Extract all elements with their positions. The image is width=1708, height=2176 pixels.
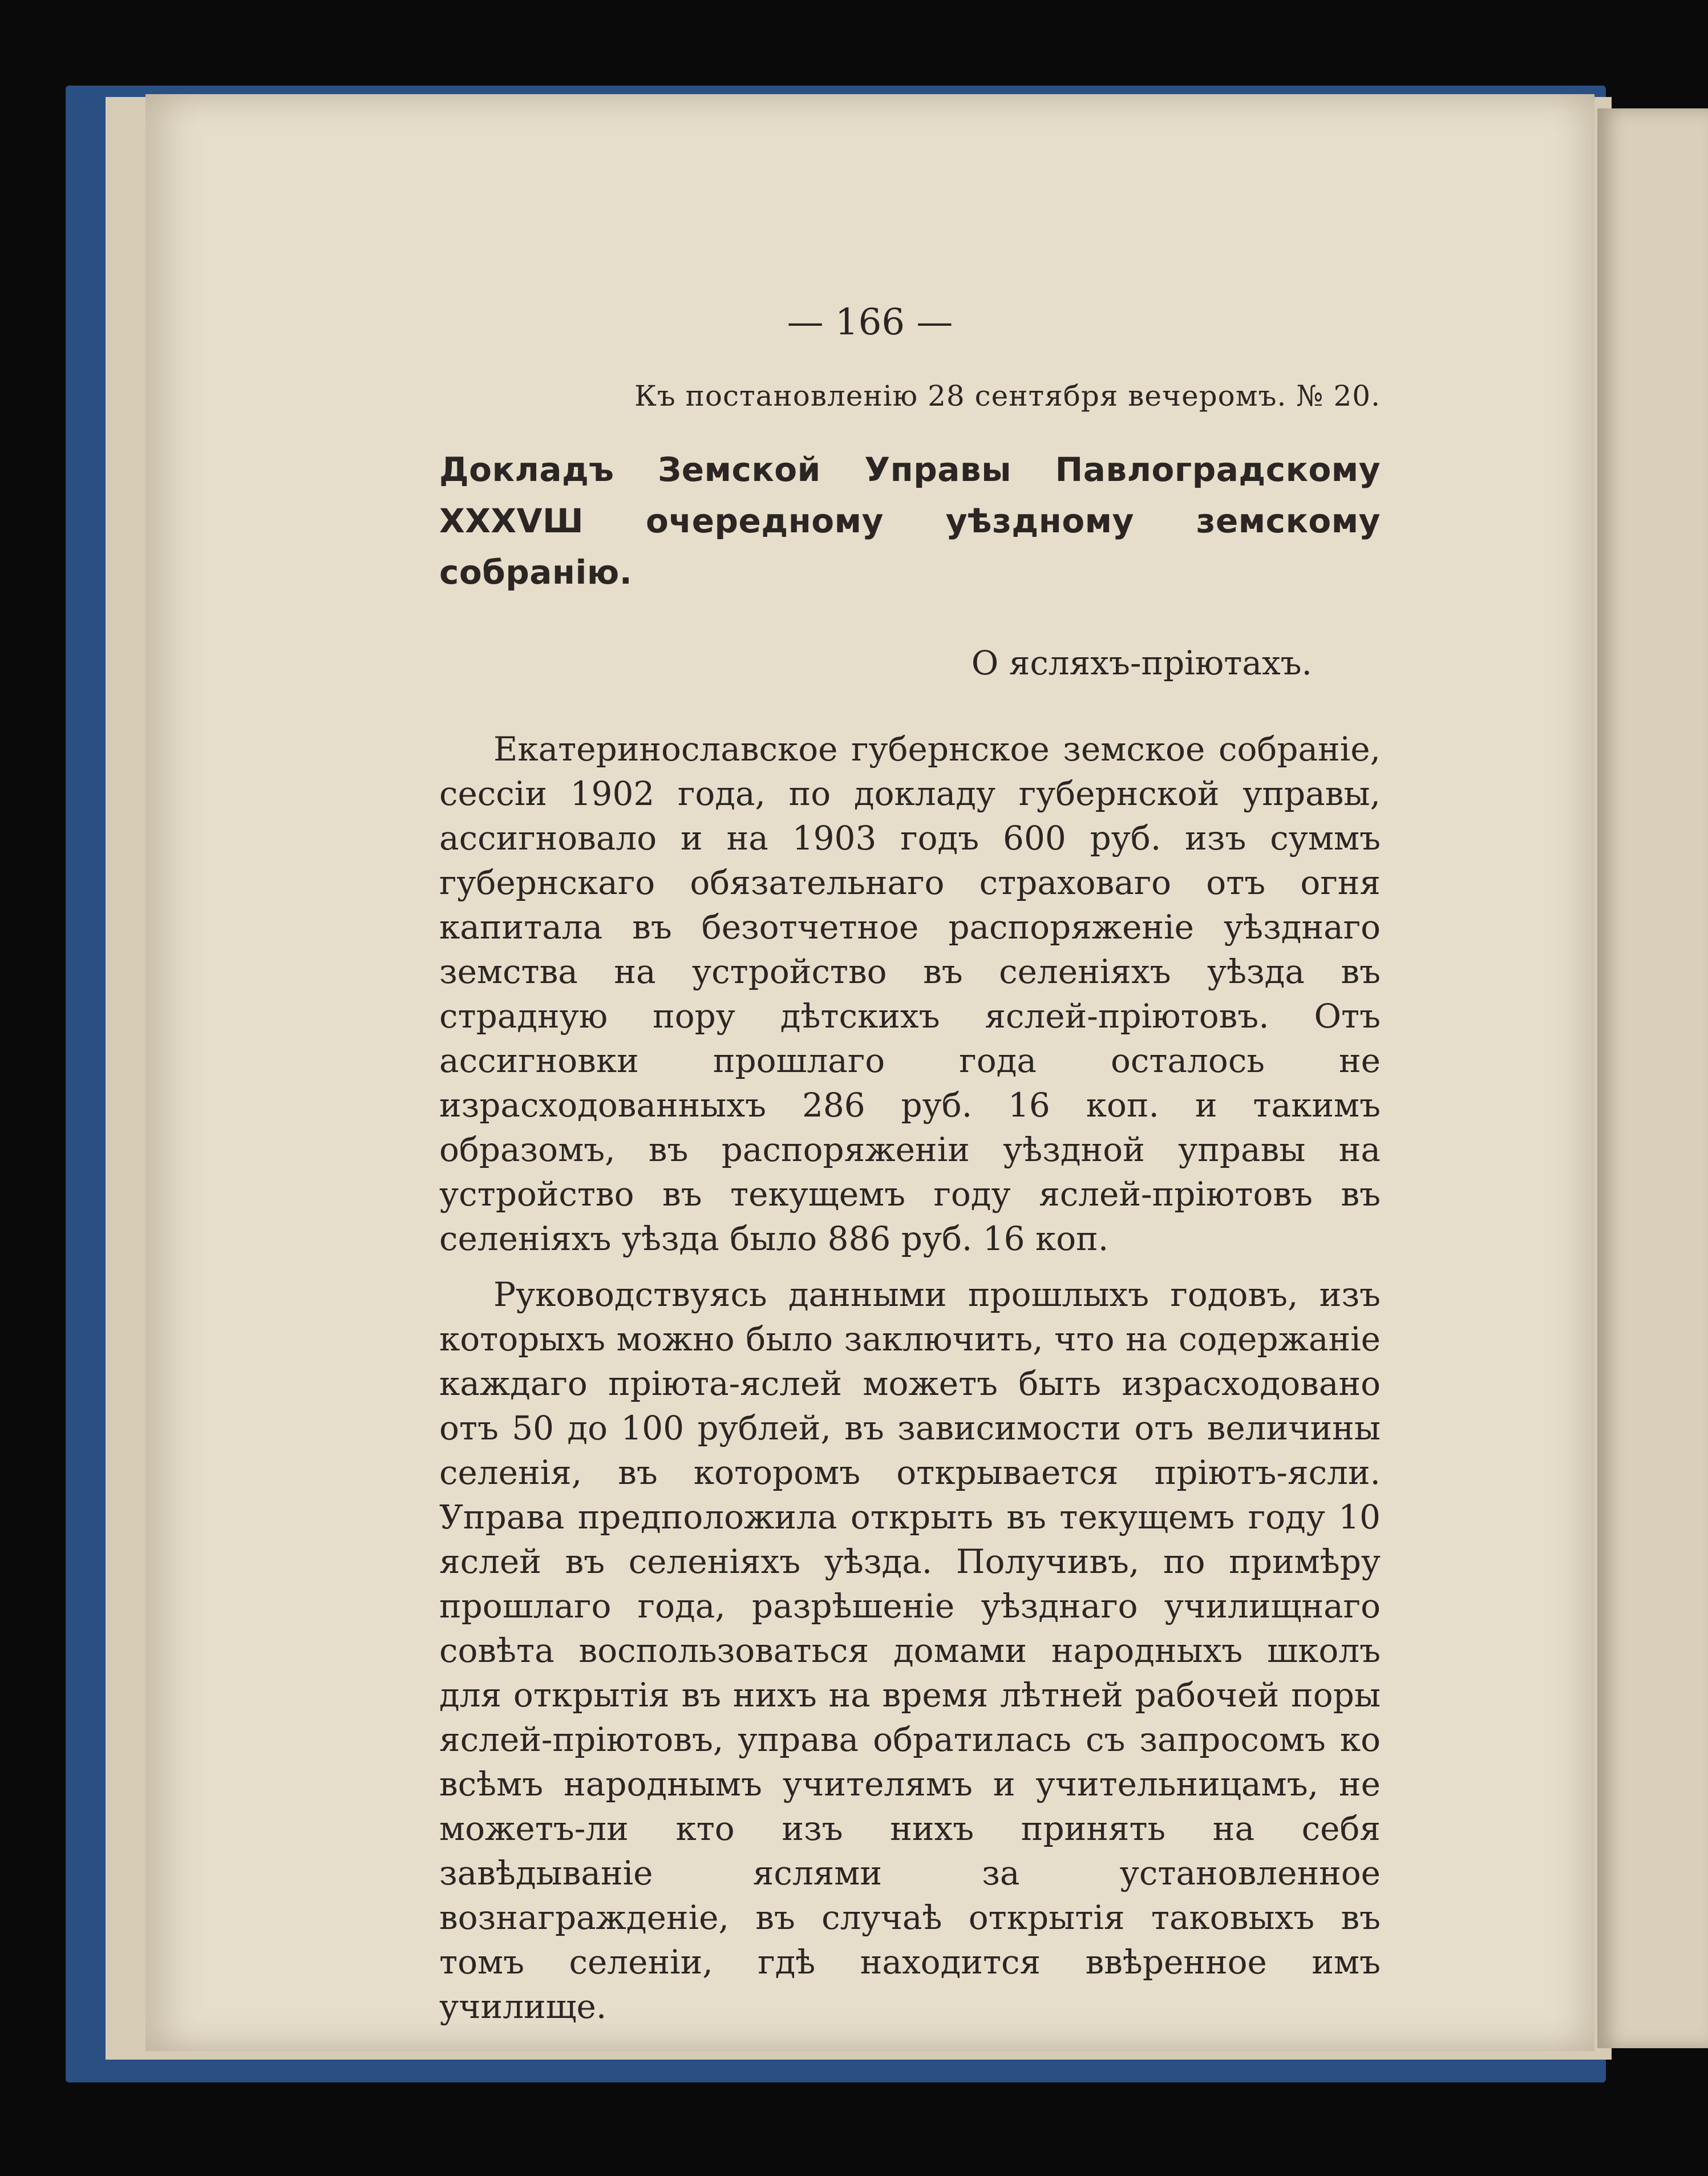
resolution-reference: Къ постановленію 28 сентября вечеромъ. № 20. xyxy=(634,379,1381,412)
page-number: — 166 — xyxy=(787,301,953,343)
adjacent-page xyxy=(1597,108,1708,2048)
paragraph-2: Руководствуясь данными прошлыхъ годовъ, изъ которыхъ можно было заключить, что на содержаніе каждаго пріюта-яслей можетъ быть израсходовано отъ 50 до 100 рублей, въ зависимости отъ величины селенія, въ которомъ открывается пріютъ-ясли. Управа предположила открыть въ текущемъ году 10 яслей въ селеніяхъ уѣзда. Получивъ, по примѣру прошлаго года, разрѣшеніе уѣзднаго училищнаго совѣта воспользоваться домами народныхъ школъ для открытія въ нихъ на время лѣтней рабочей поры яслей-пріютовъ, управа обратилась съ запросомъ ко всѣмъ народнымъ учителямъ и учительницамъ, не можетъ-ли кто изъ нихъ принять на себя завѣдываніе яслями за установленное вознагражденіе, въ случаѣ открытія таковыхъ въ томъ селеніи, гдѣ находится ввѣренное имъ училище. xyxy=(439,1275,1381,2026)
section-heading: О ясляхъ-пріютахъ. xyxy=(971,644,1312,682)
paragraph-1: Екатеринославское губернское земское собраніе, сессіи 1902 года, по докладу губернской управы, ассигновало и на 1903 годъ 600 руб. изъ суммъ губернскаго обязательнаго страховаго отъ огня капитала въ безотчетное распоряженіе уѣзднаго земства на устройство въ селеніяхъ уѣзда въ страдную пору дѣтскихъ яслей-пріютовъ. Отъ ассигновки прошлаго года осталось не израсходованныхъ 286 руб. 16 коп. и такимъ образомъ, въ распоряженіи уѣздной управы на устройство въ текущемъ году яслей-пріютовъ въ селеніяхъ уѣзда было 886 руб. 16 коп. xyxy=(439,730,1381,1258)
page-content xyxy=(439,297,1381,2029)
report-title: Докладъ Земской Управы Павлоградскому XXXVШ очередному уѣздному земскому собранію. xyxy=(439,450,1381,592)
